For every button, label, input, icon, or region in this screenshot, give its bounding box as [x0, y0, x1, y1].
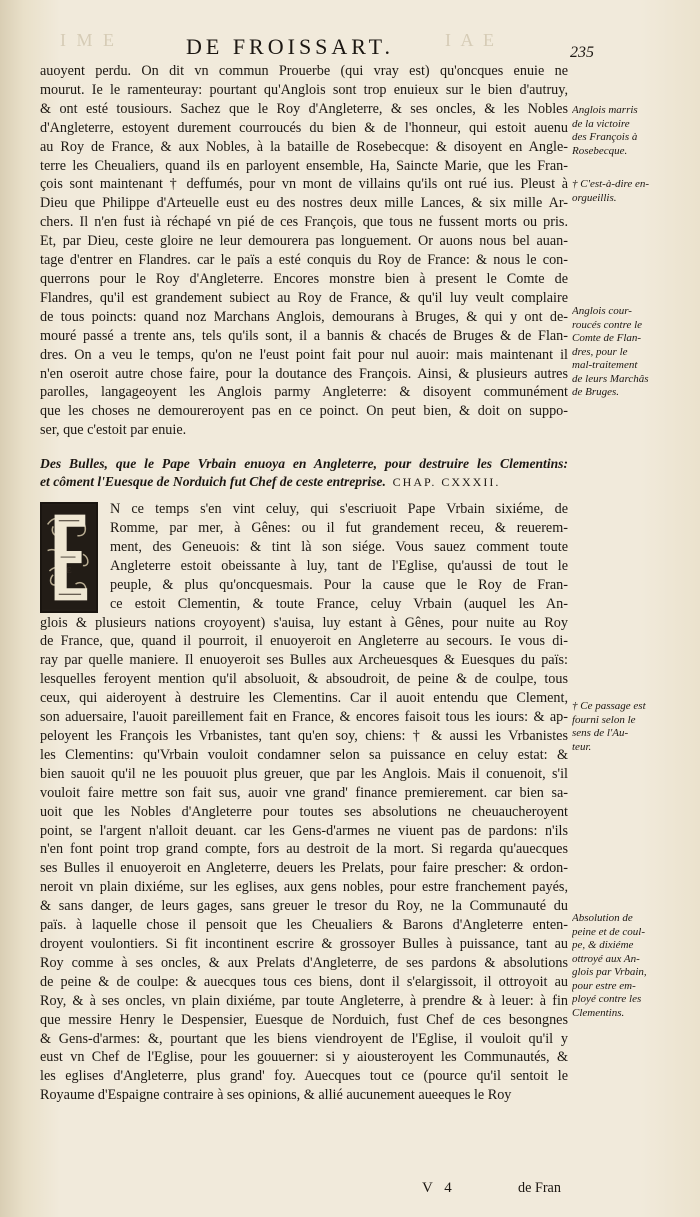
text-line: neroit vn plain dixiéme, sur les eglises, aux gens nobles, pour estre franchement payés,	[40, 879, 568, 896]
note-line: des François à	[572, 131, 638, 143]
margin-note-anglois-marris	[572, 104, 690, 158]
text-line: Roy comme à ses oncles, & aux Prelats d'Angleterre, de ses pardons & absolutions	[40, 954, 568, 971]
text-line: n'en font point trop grand compte, fors au destroit de la mort. Si regarda qu'auecques	[40, 841, 568, 858]
note-line: de la victoire	[572, 117, 630, 130]
text-line: ce estoit Clementin, & toute France, celuy Vrbain (auquel les An-	[110, 595, 568, 612]
note-line: Anglois cour-	[572, 305, 632, 317]
text-line: ses Bulles il enuoyeroit en Angleterre, deuers les Prelats, pour faire prescher: & ordon-	[40, 860, 568, 877]
chapter-title-line-1: Des Bulles, que le Pape Vrbain enuoya en Angleterre, pour destruire les Clementins:	[40, 456, 568, 472]
bleed-through-text-left: I M E	[60, 30, 117, 50]
text-line: les Clementins: qu'Vrbain vouloit condamner selon sa puissance en celuy estat: &	[40, 746, 568, 763]
text-line: Et, par Dieu, ceste gloire ne leur demourera pas longuement. Or auons nous bel auan-	[40, 233, 568, 250]
text-line: lesquelles feroyent mention qu'il absoluoit, & absoudroit, de peine & de coulpe, tous	[40, 671, 568, 688]
text-line: mourut. Ie le ramenteuray: pourtant qu'Anglois sont trop enuieux sur le bien d'autruy,	[40, 81, 568, 98]
text-line: querrons pour le Roy d'Angleterre. Encores monstre bien à present le Comte de	[40, 270, 568, 287]
woodcut-initial-svg	[42, 504, 96, 611]
note-line: Rosebecque.	[572, 144, 628, 157]
paragraph-1	[40, 62, 568, 440]
text-line: & ont esté tousiours. Sachez que le Roy d'Angleterre, & ses oncles, & les Nobles	[40, 100, 568, 117]
bleed-through-text-right: I A E	[445, 30, 498, 50]
chapter-heading	[40, 455, 568, 491]
text-line: Angleterre estoit obeissante à luy, tant de l'Eglise, qu'aussi de tout le	[110, 557, 568, 574]
text-line: Romme, par mer, à Gênes: ou il fut grandement receu, & reuerem-	[110, 520, 568, 537]
text-line: de France, que, quand il pourroit, il enuoyeroit en Angleterre au secours. Ie vous di-	[40, 633, 568, 650]
text-line: de tous poincts: quand noz Marchans Anglois, demourans à Bruges, & qui y ont de-	[40, 308, 568, 325]
note-line: fourni selon le	[572, 713, 636, 726]
note-line: mal-traitement	[572, 359, 638, 371]
text-line: les eglises d'Angleterre, plus grand' foy. Auecques tout ce (pource qu'il sentoit le	[40, 1068, 568, 1085]
chapter-title-line-2	[40, 473, 568, 491]
text-line: ceux, qui aideroyent à destruire les Clementins. Car il auoit entendu que Clement,	[40, 690, 568, 707]
decorated-initial-e-icon	[40, 502, 98, 613]
running-head: DE FROISSART.	[186, 34, 394, 59]
text-line: ment, des Geneuois: & tint là son siége. Vous sauez comment toute	[110, 538, 568, 555]
note-line: Comte de Flan-	[572, 332, 642, 344]
text-line: peloyent les François les Vrbanistes, tant qu'en soy, chiens: † & aussi les Vrbanistes	[40, 728, 568, 744]
note-line: dres, pour le	[572, 345, 628, 358]
main-text-column	[40, 62, 568, 1105]
text-line: Flandres, qu'il est grandement subiect au Roy de France, & qu'il luy veult complaire	[40, 289, 568, 306]
text-line: & sans danger, de leurs gages, sans greuer le tresor du Roy, ne la Communauté du	[40, 898, 568, 915]
paragraph-2	[40, 500, 568, 1105]
margin-note-ce-passage	[572, 700, 690, 754]
text-line: mouré passé a trente ans, tels qu'ils sont, il a bannis & chacés de Bruges & de Flan-	[40, 327, 568, 344]
note-line: † Ce passage est	[572, 700, 646, 712]
text-line: tage d'entrer en Flandres. car le païs a esté conquis du Roy de France: & nous le con-	[40, 252, 568, 269]
note-line: roucés contre le	[572, 318, 643, 331]
note-line: ottroyé aux An-	[572, 952, 640, 965]
note-line: orgueillis.	[572, 191, 617, 204]
text-line: bien sauoit qu'il ne les pouuoit plus greuer, que par les Anglois. Mais il conuenoit, s'il	[40, 765, 568, 782]
text-line: point, se l'argent n'alloit deuant. car les Gens-d'armes ne viuent pas de pardons: n'ils	[40, 822, 568, 839]
indented-lines	[40, 500, 568, 613]
text-line: Dieu que Philippe d'Arteuelle eust eu des nostres deux mille Lances, & six mille Ar-	[40, 195, 568, 212]
note-line: de leurs Marchâs	[572, 372, 649, 385]
note-line: sens de l'Au-	[572, 727, 629, 739]
signature-mark: V 4	[422, 1180, 456, 1196]
note-line: ployé contre les	[572, 993, 642, 1005]
text-line: droyent voulontiers. Si fit incontinent escrire & grossoyer Bulles à puissance, tant au	[40, 935, 568, 952]
note-line: pour estre em-	[572, 979, 636, 992]
text-line: Roy, & à ses oncles, vn plain dixiéme, par toute Angleterre, à prendre & à leuer: à fin	[40, 992, 568, 1009]
text-line: d'Angleterre, estoyent durement courroucés du bien & de l'honneur, qui estoit auenu	[40, 119, 568, 136]
chapter-title-text: et côment l'Euesque de Norduich fut Chef de ceste entreprise.	[40, 474, 386, 490]
text-line: que messire Henry le Despensier, Euesque de Norduich, fust Chef de ces besongnes	[40, 1011, 568, 1028]
text-line: uoit que les Nobles d'Angleterre pour toutes ses absolutions ne cheuaucheroyent	[40, 803, 568, 820]
text-line: ser, que c'estoit par enuie.	[40, 422, 187, 439]
page-number: 235	[570, 44, 594, 61]
note-line: teur.	[572, 740, 592, 753]
text-line: & Gens-d'armes: &, pourtant que les biens viendroyent de l'Eglise, il vouloit qu'il y	[40, 1030, 568, 1047]
text-line: chers. Il n'en fust ià réchapé vn pié de ces François, que tous ne fussent morts ou pris.	[40, 214, 568, 231]
text-line: auoyent perdu. On dit vn commun Prouerbe (qui vray est) qu'oncques enuie ne	[40, 63, 568, 79]
text-line: parolles, langageoyent les Anglois parmy Angleterre: & disoyent communément	[40, 384, 568, 401]
note-line: Absolution de	[572, 912, 633, 924]
note-line: pe, & dixiéme	[572, 939, 634, 951]
text-line: terre les Cheualiers, quand ils en parloyent ensemble, Ha, Saincte Marie, que les Fran-	[40, 157, 568, 174]
note-line: peine et de coul-	[572, 925, 645, 938]
text-line: n'en oseroit autre chose faire, pour la doutance des François. Ainsi, & plusieurs autres	[40, 365, 568, 382]
note-line: Anglois marris	[572, 104, 638, 116]
text-line: N ce temps s'en vint celuy, qui s'escriuoit Pape Vrbain sixiéme, de	[110, 501, 568, 518]
note-line: glois par Vrbain,	[572, 966, 647, 978]
text-line: peuple, & plus qu'oncquesmais. Pour la cause que le Roy de Fran-	[110, 576, 568, 593]
text-line: vouloit faire mettre son fait sus, auoir vne grand' finance premierement. car bien sa-	[40, 784, 568, 801]
initial-letter: E	[66, 565, 72, 575]
note-line: Clementins.	[572, 1006, 625, 1019]
margin-note-anglois-courrouces	[572, 305, 690, 400]
text-line: que les choses ne demoureroyent pas en ce poinct. On peut bien, & doit on suppo-	[40, 403, 568, 420]
text-line: çois sont maintenant † deffumés, pour vn mont de villains qu'ils ont rué ius. Pleust à	[40, 176, 568, 193]
margin-note-deffumes	[572, 178, 690, 205]
text-line: son aduersaire, l'auoit pareillement fait en France, & encores faisoit tous les iours: & ap-	[40, 709, 568, 726]
text-line: dres. On a veu le temps, qu'on ne l'eust point fait pour nul auoir: mais maintenant il	[40, 346, 568, 363]
text-line: Royaume d'Espaigne contraire à ses opinions, & allié aucunement aueeques le Roy	[40, 1087, 512, 1104]
note-line: † C'est-à-dire en-	[572, 178, 650, 190]
text-line: eust vn Chef de l'Eglise, pour les gouuerner: si y aiousteroyent les Communautés, &	[40, 1049, 568, 1066]
margin-note-absolution	[572, 912, 690, 1020]
text-line: païs. à laquelle chose il pensoit que les Cheualiers & Barons d'Angleterre enten-	[40, 917, 568, 934]
note-line: de Bruges.	[572, 386, 620, 398]
text-line: ray par quelle maniere. Il enuoyeroit ses Bulles aux Archeuesques & Euesques du païs:	[40, 652, 568, 669]
text-line: de peine & de coulpe: & auecques tous ces biens, dont il s'elargissoit, il ottroyoit au	[40, 973, 568, 990]
chapter-number: CHAP. CXXXII.	[392, 475, 501, 490]
text-line: au Roy de France, & aux Nobles, à la bataille de Rosebecque: & disoyent en Angle-	[40, 138, 568, 155]
catchword: de Fran	[518, 1180, 561, 1196]
text-line: glois & plusieurs nations croyoyent) s'auisa, luy estant à Gênes, pour nuite au Roy	[40, 614, 568, 631]
